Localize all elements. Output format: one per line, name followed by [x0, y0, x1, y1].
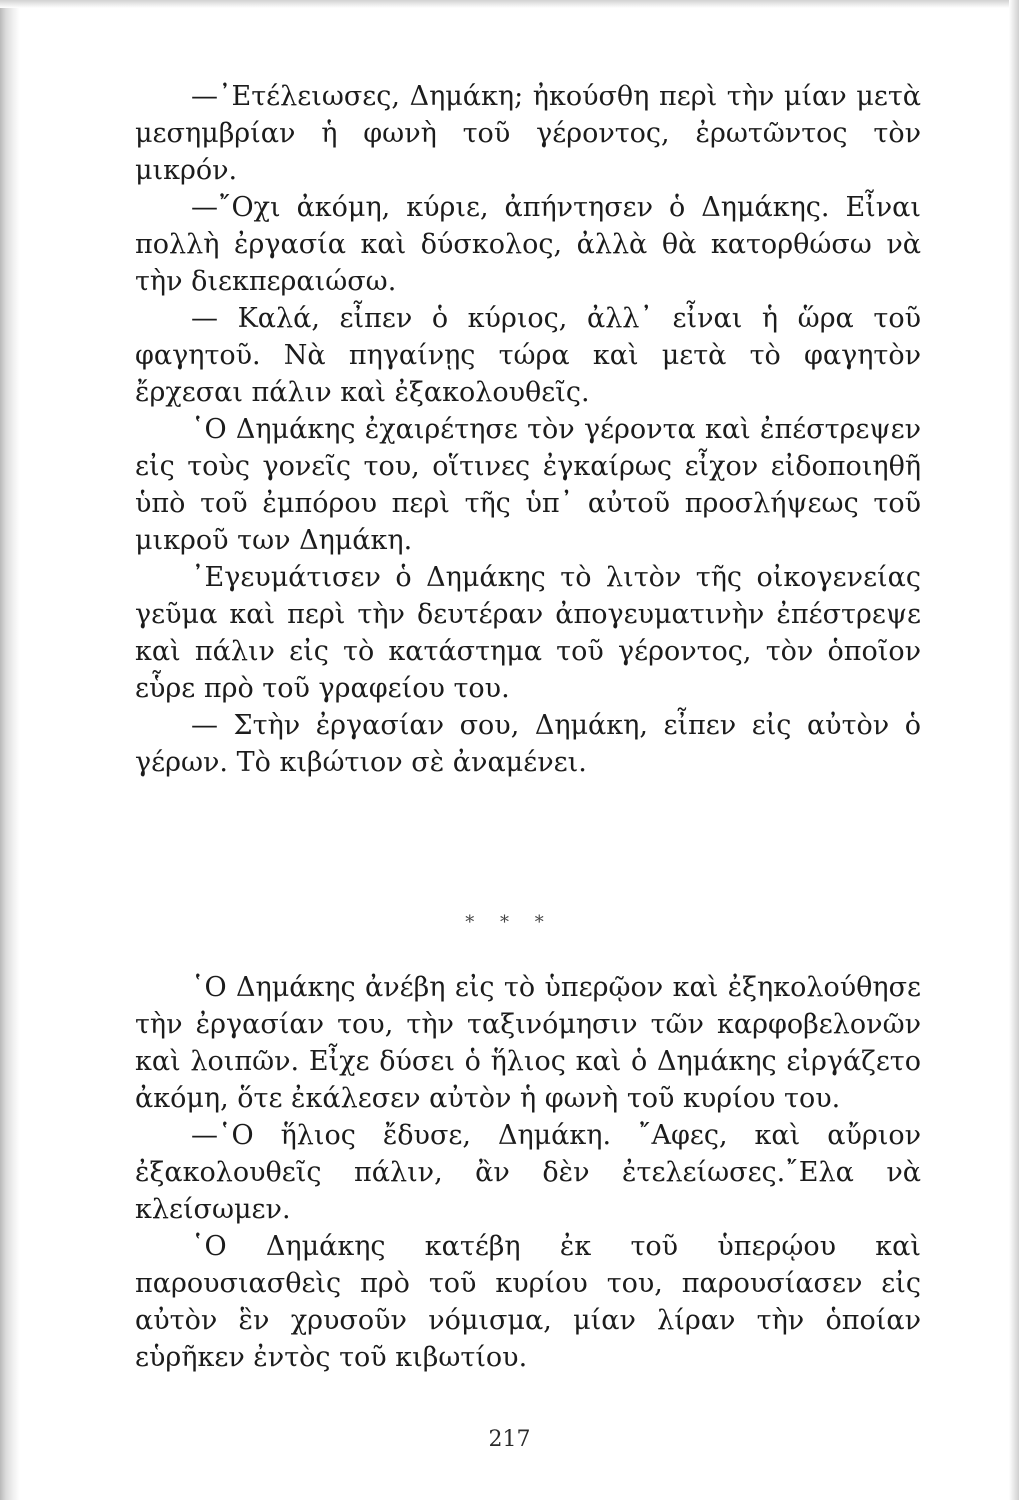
- paragraph: ᾿Εγευμάτισεν ὁ Δημάκης τὸ λιτὸν τῆς οἰκογενείας γεῦμα καὶ περὶ τὴν δευτέραν ἀπογευματινὴν ἐπέστρεψε καὶ πάλιν εἰς τὸ κατάστημα τοῦ γέροντος, τὸν ὁποῖον εὗρε πρὸ τοῦ γραφείου του.: [135, 562, 921, 704]
- text-section-second: [135, 969, 921, 1376]
- text-section-first: [135, 78, 921, 781]
- page-left-shadow: [0, 0, 20, 1500]
- paragraph: —῎Οχι ἀκόμη, κύριε, ἀπήντησεν ὁ Δημάκης. Εἶναι πολλὴ ἐργασία καὶ δύσκολος, ἀλλὰ θὰ κατορθώσω νὰ τὴν διεκπεραιώσω.: [135, 192, 921, 297]
- section-divider-asterisks: * * *: [465, 912, 554, 933]
- paragraph: —᾿Ετέλειωσες, Δημάκη; ἠκούσθη περὶ τὴν μίαν μετὰ μεσημβρίαν ἡ φωνὴ τοῦ γέροντος, ἐρωτῶντος τὸν μικρόν.: [135, 81, 921, 186]
- page-top-shadow: [0, 0, 1019, 8]
- paragraph: ῾Ο Δημάκης ἐχαιρέτησε τὸν γέροντα καὶ ἐπέστρεψεν εἰς τοὺς γονεῖς του, οἵτινες ἐγκαίρως εἶχον εἰδοποιηθῆ ὑπὸ τοῦ ἐμπόρου περὶ τῆς ὑπ᾿ αὐτοῦ προσλήψεως τοῦ μικροῦ των Δημάκη.: [135, 414, 921, 556]
- page-right-shadow: [1009, 0, 1019, 1500]
- paragraph: — Καλά, εἶπεν ὁ κύριος, ἀλλ᾿ εἶναι ἡ ὥρα τοῦ φαγητοῦ. Νὰ πηγαίνῃς τώρα καὶ μετὰ τὸ φαγητὸν ἔρχεσαι πάλιν καὶ ἐξακολουθεῖς.: [135, 303, 921, 408]
- paragraph: —῾Ο ἥλιος ἔδυσε, Δημάκη. ῎Αφες, καὶ αὔριον ἐξακολουθεῖς πάλιν, ἂν δὲν ἐτελείωσες.῎Ελα νὰ κλείσωμεν.: [135, 1120, 921, 1225]
- paragraph: ῾Ο Δημάκης ἀνέβη εἰς τὸ ὑπερῷον καὶ ἐξηκολούθησε τὴν ἐργασίαν του, τὴν ταξινόμησιν τῶν καρφοβελονῶν καὶ λοιπῶν. Εἶχε δύσει ὁ ἥλιος καὶ ὁ Δημάκης εἰργάζετο ἀκόμη, ὅτε ἐκάλεσεν αὐτὸν ἡ φωνὴ τοῦ κυρίου του.: [135, 972, 921, 1114]
- paragraph: — Στὴν ἐργασίαν σου, Δημάκη, εἶπεν εἰς αὐτὸν ὁ γέρων. Τὸ κιβώτιον σὲ ἀναμένει.: [135, 710, 921, 778]
- paragraph: ῾Ο Δημάκης κατέβη ἐκ τοῦ ὑπερῴου καὶ παρουσιασθεὶς πρὸ τοῦ κυρίου του, παρουσίασεν εἰς αὐτὸν ἓν χρυσοῦν νόμισμα, μίαν λίραν τὴν ὁποίαν εὑρῆκεν ἐντὸς τοῦ κιβωτίου.: [135, 1231, 921, 1373]
- page-number: 217: [488, 1427, 531, 1452]
